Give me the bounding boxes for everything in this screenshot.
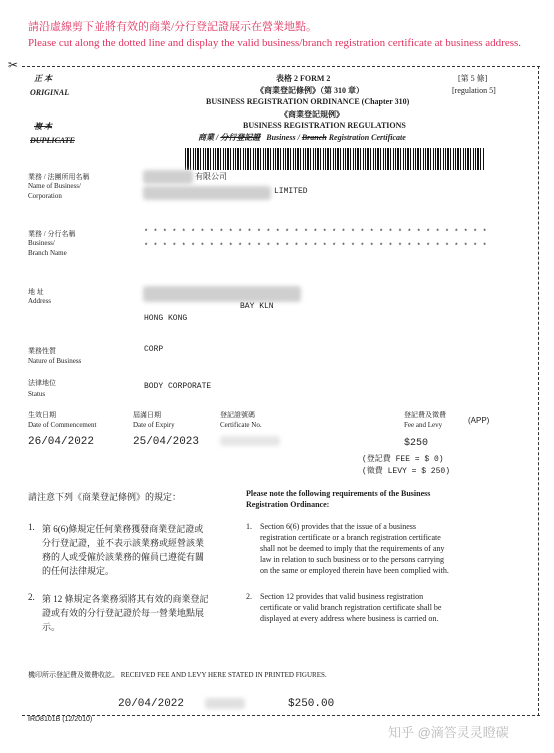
fee-label-en: Fee and Levy <box>404 421 443 429</box>
original-label-en: ORIGINAL <box>30 88 70 97</box>
notice-zh-2-num: 2. <box>28 592 35 602</box>
notice-en-2-line-2: certificate or valid branch registration certificate shall be <box>260 603 442 612</box>
cert-no-label-en: Certificate No. <box>220 421 262 429</box>
redacted-name-2 <box>143 186 271 200</box>
name-label-zh: 業務 / 法團所用名稱 <box>28 173 90 181</box>
address-label-zh: 地 址 <box>28 288 44 296</box>
notice-en-2-line-1: Section 12 provides that valid business registration <box>260 592 424 601</box>
notice-zh-1-num: 1. <box>28 522 35 532</box>
name-label-en2: Corporation <box>28 192 62 200</box>
watermark: 知乎 @滴答灵灵瞪碳 <box>388 725 509 740</box>
cert-title-en1: Business / <box>266 133 300 142</box>
fee-total: $250 <box>404 438 429 449</box>
notice-zh-2-line-1: 第 12 條規定各業務須將其有效的商業登記 <box>42 594 209 604</box>
received-statement: 機印所示登記費及徵費收訖。 RECEIVED FEE AND LEVY HERE STATED IN PRINTED FIGURES. <box>28 671 327 679</box>
notice-zh-1-line-3: 務的人或受僱於該業務的僱員已遵從有關 <box>42 552 205 562</box>
cut-line-bottom <box>22 715 540 716</box>
commencement-label-en: Date of Commencement <box>28 421 97 429</box>
regulation-en: [regulation 5] <box>452 86 496 95</box>
ordinance-title-zh: 《商業登記條例》（第 310 章） <box>256 86 364 95</box>
branch-label-zh: 業務 / 分行名稱 <box>28 230 76 238</box>
original-label-zh: 正 本 <box>34 74 52 83</box>
app-marker: (APP) <box>468 416 490 425</box>
redacted-name <box>143 170 193 184</box>
redacted-cert-no <box>220 436 280 446</box>
branch-value-2: * * * * * * * * * * * * * * * * * * * * * * * * * * * * * * * * * * * * * <box>144 243 488 251</box>
status-value: BODY CORPORATE <box>144 382 212 391</box>
commencement-label-zh: 生效日期 <box>28 411 56 419</box>
levy-breakdown: (徵費 LEVY = $ 250) <box>362 467 451 476</box>
cut-line-top <box>22 66 540 67</box>
notice-zh-2-line-2: 證或有效的分行登記證於每一營業地點展 <box>42 608 205 618</box>
received-date: 20/04/2022 <box>118 698 185 710</box>
notice-zh-2-line-3: 示。 <box>42 622 61 632</box>
cut-notice-zh: 請沿虛線剪下並將有效的商業/分行登記證展示在營業地點。 <box>28 21 318 33</box>
nature-label-en: Nature of Business <box>28 357 82 365</box>
received-amount: $250.00 <box>288 698 335 710</box>
branch-label-en2: Branch Name <box>28 249 67 257</box>
cert-title-zh1: 商業 / <box>198 133 219 142</box>
duplicate-label-zh: 複 本 <box>34 122 52 131</box>
notice-title-en-1: Please note the following requirements of the Business <box>246 489 431 498</box>
status-label-en: Status <box>28 390 46 398</box>
cut-line-right <box>538 66 539 716</box>
notice-en-1-line-3: shall not be deemed to imply that the requirements of any <box>260 544 445 553</box>
address-value-2: HONG KONG <box>144 314 188 323</box>
redacted-address <box>143 286 301 302</box>
expiry-value: 25/04/2023 <box>133 436 200 448</box>
nature-label-zh: 業務性質 <box>28 347 56 355</box>
address-label-en: Address <box>28 297 51 305</box>
notice-title-en-2: Registration Ordinance: <box>246 500 330 509</box>
cut-notice-en: Please cut along the dotted line and display the valid business/branch registration certificate at business address. <box>28 37 522 49</box>
notice-zh-1-line-1: 第 6(6)條規定任何業務獲發商業登記證或 <box>42 524 204 534</box>
notice-zh-1-line-4: 的任何法律規定。 <box>42 566 115 576</box>
fee-label-zh: 登記費及徵費 <box>404 411 446 419</box>
cert-no-label-zh: 登記證號碼 <box>220 411 255 419</box>
notice-en-1-line-2: registration certificate or a branch registration certificate <box>260 533 441 542</box>
notice-zh-1-line-2: 分行登記證，並不表示該業務或經營該業 <box>42 538 205 548</box>
barcode <box>185 148 485 170</box>
address-value-1: BAY KLN <box>240 302 274 311</box>
notice-title-zh: 請注意下列《商業登記條例》的規定： <box>28 492 182 502</box>
fee-breakdown: (登記費 FEE = $ 0) <box>362 455 444 464</box>
duplicate-label-en: DUPLICATE <box>30 136 75 145</box>
name-value-2: LIMITED <box>274 187 308 196</box>
notice-en-1-line-4: law in relation to such business or to the persons carrying <box>260 555 444 564</box>
certificate-title <box>198 132 406 143</box>
notice-en-2-line-3: displayed at every address where business is carried on. <box>260 614 439 623</box>
branch-value-1: * * * * * * * * * * * * * * * * * * * * * * * * * * * * * * * * * * * * * <box>144 229 488 237</box>
name-label-en1: Name of Business/ <box>28 182 81 190</box>
expiry-label-zh: 屆滿日期 <box>133 411 161 419</box>
nature-value: CORP <box>144 345 164 354</box>
regulations-title-zh: 《商業登記規例》 <box>280 110 344 119</box>
regulation-zh: [第 5 條] <box>458 74 488 83</box>
form-number: 表格 2 FORM 2 <box>276 74 331 83</box>
redacted-receipt <box>205 698 245 709</box>
form-code: IRD8101B (12/2010) <box>28 716 93 723</box>
notice-en-1-line-1: Section 6(6) provides that the issue of a business <box>260 522 416 531</box>
scissors-icon: ✂ <box>8 58 19 72</box>
notice-en-1-num: 1. <box>246 522 252 531</box>
name-value-1: 有限公司 <box>195 173 227 182</box>
cert-title-en3: Registration Certificate <box>328 133 406 142</box>
cert-title-en2: Branch <box>301 133 327 142</box>
commencement-value: 26/04/2022 <box>28 436 95 448</box>
status-label-zh: 法律地位 <box>28 379 56 387</box>
ordinance-title-en: BUSINESS REGISTRATION ORDINANCE (Chapter 310) <box>206 97 410 106</box>
regulations-title-en: BUSINESS REGISTRATION REGULATIONS <box>243 121 406 130</box>
notice-en-2-num: 2. <box>246 592 252 601</box>
notice-en-1-line-5: on the same or employed therein have been complied with. <box>260 566 449 575</box>
expiry-label-en: Date of Expiry <box>133 421 175 429</box>
cert-title-zh2: 分行登記證 <box>220 133 261 142</box>
branch-label-en1: Business/ <box>28 239 55 247</box>
